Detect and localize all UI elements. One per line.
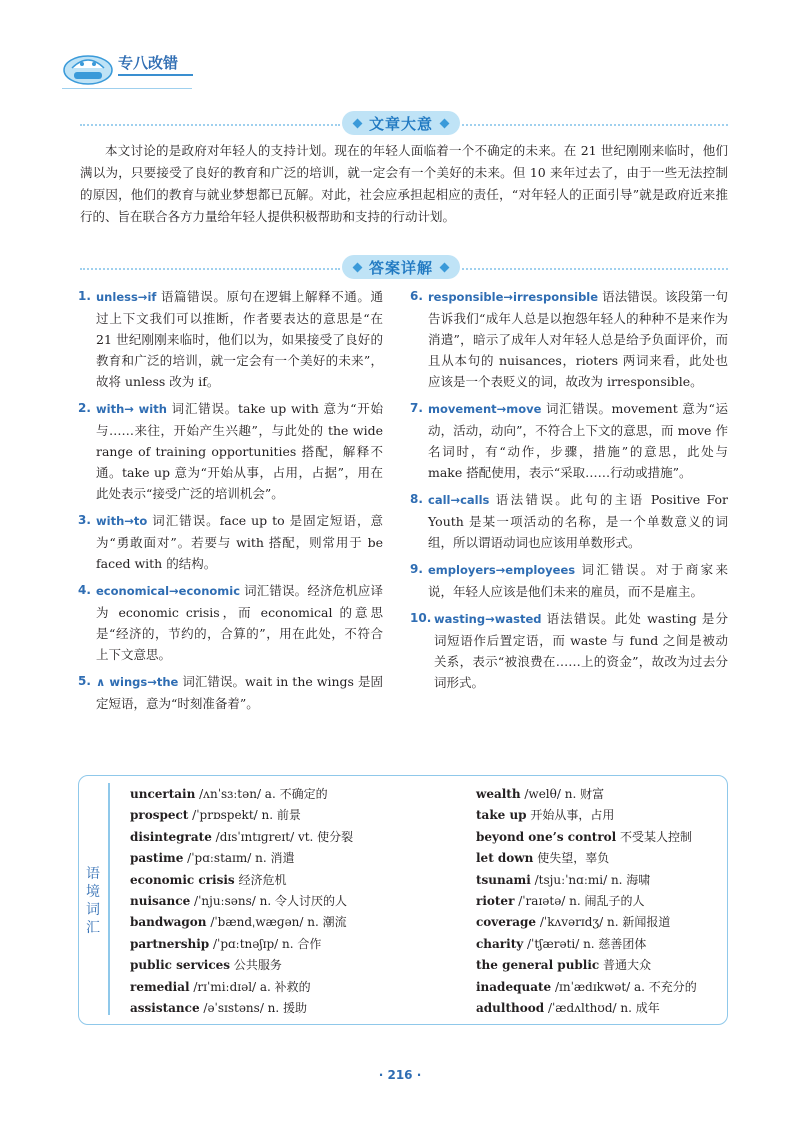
vocab-entry: bandwagon /ˈbændˌwæɡən/ n. 潮流	[130, 915, 347, 930]
answer-item: 3. with→to 词汇错误。face up to 是固定短语，意为“勇敢面对”。若要与 with 搭配，则常用于 be faced with 的结构。	[78, 513, 383, 571]
vocab-entry: assistance /əˈsɪstəns/ n. 援助	[130, 1001, 308, 1016]
vocab-entry: take up 开始从事，占用	[476, 808, 615, 823]
vocab-entry: economic crisis 经济危机	[130, 872, 287, 887]
vocab-left-list	[130, 784, 460, 1019]
vocab-entry: the general public 普通大众	[476, 958, 652, 973]
vocab-entry: remedial /rɪˈmiːdɪəl/ a. 补救的	[130, 979, 311, 994]
diamond-icon	[440, 118, 450, 128]
header-title: 专八改错	[118, 54, 179, 72]
page-number: · 216 ·	[378, 1068, 422, 1082]
diamond-icon	[353, 118, 363, 128]
answer-item: 5. ∧ wings→the 词汇错误。wait in the wings 是固定短语，意为“时刻准备着”。	[78, 674, 383, 711]
vocab-entry: public services 公共服务	[130, 958, 282, 973]
vocab-entry: adulthood /ˈædʌlthʊd/ n. 成年	[476, 1001, 660, 1016]
vocab-entry: pastime /ˈpɑːstaɪm/ n. 消遣	[130, 851, 295, 866]
answer-item: 10. wasting→wasted 语法错误。此处 wasting 是分词短语作后置定语，而 waste 与 fund 之间是被动关系，表示“被浪费在……上的资金”，故改为过去分词形式。	[410, 611, 728, 690]
answers-left-column	[78, 286, 383, 720]
vocab-entry: partnership /ˈpɑːtnəʃɪp/ n. 合作	[130, 936, 322, 951]
vocab-entry: let down 使失望，辜负	[476, 851, 610, 866]
answer-item: 4. economical→economic 词汇错误。经济危机应译为 economic crisis，而 economical 的意思是“经济的，节约的，合算的”，用在此处，不符合上下文意思。	[78, 583, 383, 662]
header-rule-light	[62, 88, 192, 89]
vocab-divider	[108, 783, 110, 1015]
answer-item: 7. movement→move 词汇错误。movement 意为“运动，活动，动向”，不符合上下文的意思，而 move 作名词时，有“动作，步骤，措施”的意思，此处与 make 搭配使用，表示“采取……行动或措施”。	[410, 401, 728, 480]
summary-heading	[342, 111, 460, 135]
summary-paragraph: 本文讨论的是政府对年轻人的支持计划。现在的年轻人面临着一个不确定的未来。在 21 世纪刚刚来临时，他们满以为，只要接受了良好的教育和广泛的培训，就一定会有一个美好的未来。但 10 来年过去了，由于一些无法控制的原因，他们的教育与就业梦想都已瓦解。对此，社会应承担起相应的责任，“对年轻人的正面引导”就是政府近来推行的、旨在联合各方力量给年轻人提供积极帮助和支持的行动计划。	[80, 143, 728, 224]
divider	[80, 124, 340, 126]
vocab-entry: coverage /ˈkʌvərɪdʒ/ n. 新闻报道	[476, 915, 671, 930]
vocab-entry: prospect /ˈprɒspekt/ n. 前景	[130, 808, 301, 823]
summary-heading-text: 文章大意	[368, 114, 433, 133]
divider	[462, 124, 728, 126]
vocab-entry: rioter /ˈraɪətə/ n. 闹乱子的人	[476, 894, 645, 909]
vocab-right-list	[476, 784, 721, 1019]
diamond-icon	[440, 262, 450, 272]
vocab-entry: uncertain /ʌnˈsɜːtən/ a. 不确定的	[130, 787, 328, 801]
vocab-entry: beyond one’s control 不受某人控制	[476, 829, 693, 844]
answer-item: 8. call→calls 语法错误。此句的主语 Positive For Youth 是某一项活动的名称，是一个单数意义的词组，所以谓语动词也应该用单数形式。	[410, 492, 728, 550]
vocab-entry: charity /ˈtʃærəti/ n. 慈善团体	[476, 936, 647, 951]
vocab-label: 语境词汇	[86, 866, 100, 936]
answer-item: 6. responsible→irresponsible 语法错误。该段第一句告诉我们“成年人总是以抱怨年轻人的种种不是来作为消遣”，暗示了成年人对年轻人总是给予负面评价，而且从本句的 nuisances，rioters 两词来看，此处也应该是一个表贬义的词，故改为 irresponsible。	[410, 289, 728, 389]
vocab-entry: inadequate /ɪnˈædɪkwət/ a. 不充分的	[476, 979, 697, 994]
vocab-entry: tsunami /tsjuːˈnɑːmi/ n. 海啸	[476, 872, 651, 887]
book-logo-icon	[62, 46, 114, 86]
answers-heading	[342, 255, 460, 279]
divider	[462, 268, 728, 270]
answers-right-column	[410, 286, 728, 699]
vocab-entry: wealth /welθ/ n. 财富	[476, 787, 605, 801]
answer-item: 1. unless→if 语篇错误。原句在逻辑上解释不通。通过上下文我们可以推断，作者要表达的意思是“在 21 世纪刚刚来临时，他们以为，如果接受了良好的教育和广泛的培训，就一定会有一个美好的未来”，故将 unless 改为 if。	[78, 289, 383, 389]
answer-item: 9. employers→employees 词汇错误。对于商家来说，年轻人应该是他们未来的雇员，而不是雇主。	[410, 562, 728, 599]
vocab-entry: disintegrate /dɪsˈɪntɪɡreɪt/ vt. 使分裂	[130, 829, 354, 844]
diamond-icon	[353, 262, 363, 272]
header-rule	[118, 74, 193, 76]
answer-item: 2. with→ with 词汇错误。take up with 意为“开始与……来往，开始产生兴趣”，与此处的 the wide range of training opportunities 搭配，解释不通。take up 意为“开始从事，占用，占据”，用在此处表示“接受广泛的培训机会”。	[78, 401, 384, 501]
divider	[80, 268, 340, 270]
answers-heading-text: 答案详解	[368, 258, 433, 277]
vocab-entry: nuisance /ˈnjuːsəns/ n. 令人讨厌的人	[130, 894, 347, 909]
